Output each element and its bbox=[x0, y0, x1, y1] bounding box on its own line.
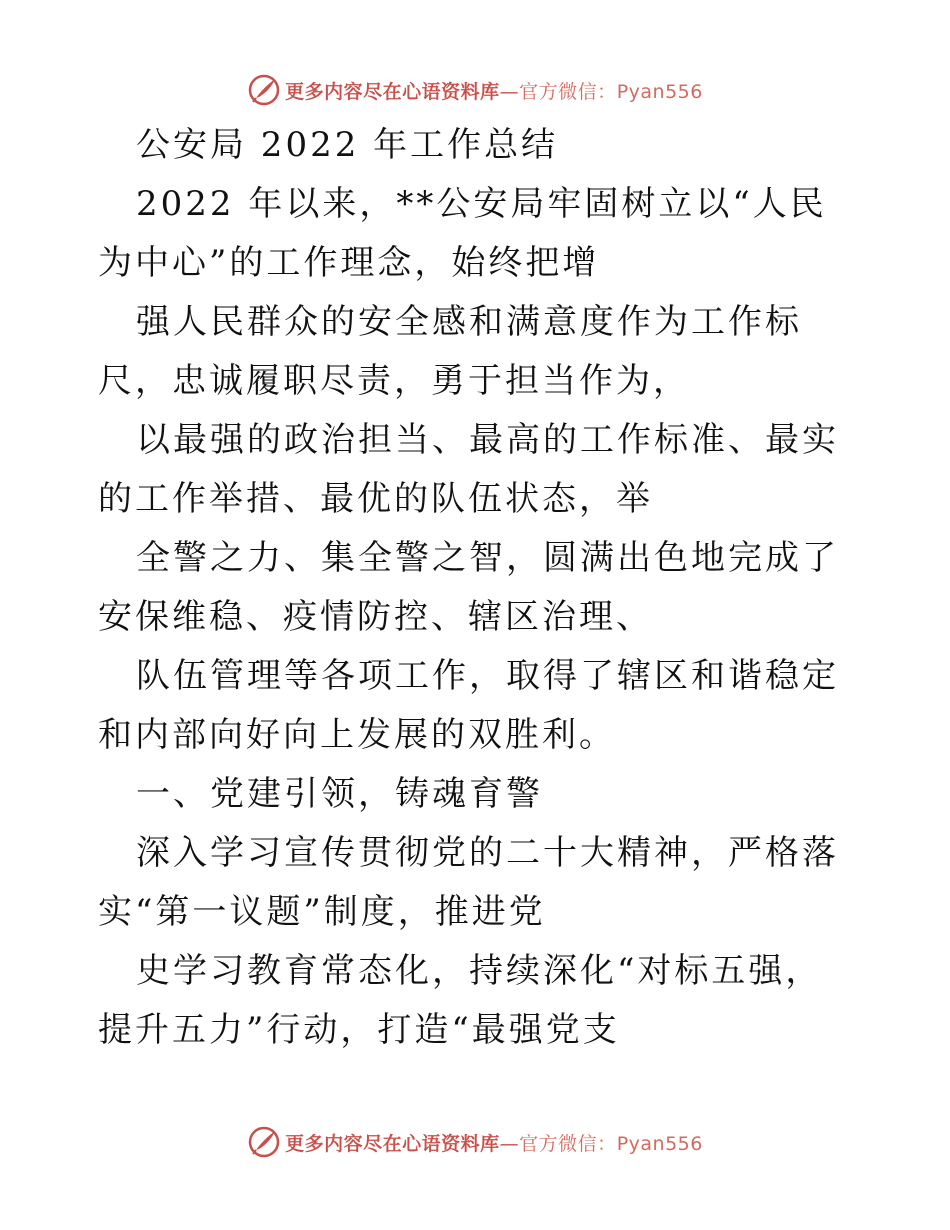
paragraph: 以最强的政治担当、最高的工作标准、最实的工作举措、最优的队伍状态，举 bbox=[98, 420, 839, 519]
paragraph: 强人民群众的安全感和满意度作为工作标尺，忠诚履职尽责，勇于担当作为， bbox=[98, 302, 802, 401]
watermark-contact-id: Pyan556 bbox=[616, 1132, 703, 1155]
paragraph: 史学习教育常态化，持续深化“对标五强，提升五力”行动，打造“最强党支 bbox=[98, 951, 823, 1050]
watermark-main: 更多内容尽在心语资料库 bbox=[285, 80, 500, 103]
paragraph: 全警之力、集全警之智，圆满出色地完成了安保维稳、疫情防控、辖区治理、 bbox=[98, 538, 839, 637]
watermark-text bbox=[285, 77, 703, 104]
watermark-contact-id: Pyan556 bbox=[616, 80, 703, 103]
watermark-main: 更多内容尽在心语资料库 bbox=[285, 1132, 500, 1155]
feather-pen-logo-icon bbox=[247, 73, 281, 107]
footer-watermark bbox=[0, 1122, 950, 1162]
paragraph: 队伍管理等各项工作，取得了辖区和谐稳定和内部向好向上发展的双胜利。 bbox=[98, 656, 839, 755]
watermark-dash: — bbox=[499, 80, 520, 103]
paragraph: 深入学习宣传贯彻党的二十大精神，严格落实“第一议题”制度，推进党 bbox=[98, 833, 839, 932]
watermark-dash: — bbox=[499, 1132, 520, 1155]
watermark-text bbox=[285, 1129, 703, 1156]
feather-pen-logo-icon bbox=[247, 1125, 281, 1159]
section-heading: 一、党建引领，铸魂育警 bbox=[136, 774, 543, 814]
paragraph: 2022 年以来，**公安局牢固树立以“人民为中心”的工作理念，始终把增 bbox=[98, 184, 827, 283]
document-title: 公安局 2022 年工作总结 bbox=[136, 125, 559, 165]
document-body bbox=[98, 116, 858, 1060]
watermark-contact-label: 官方微信： bbox=[519, 80, 617, 103]
watermark-contact-label: 官方微信： bbox=[519, 1132, 617, 1155]
header-watermark bbox=[0, 70, 950, 110]
